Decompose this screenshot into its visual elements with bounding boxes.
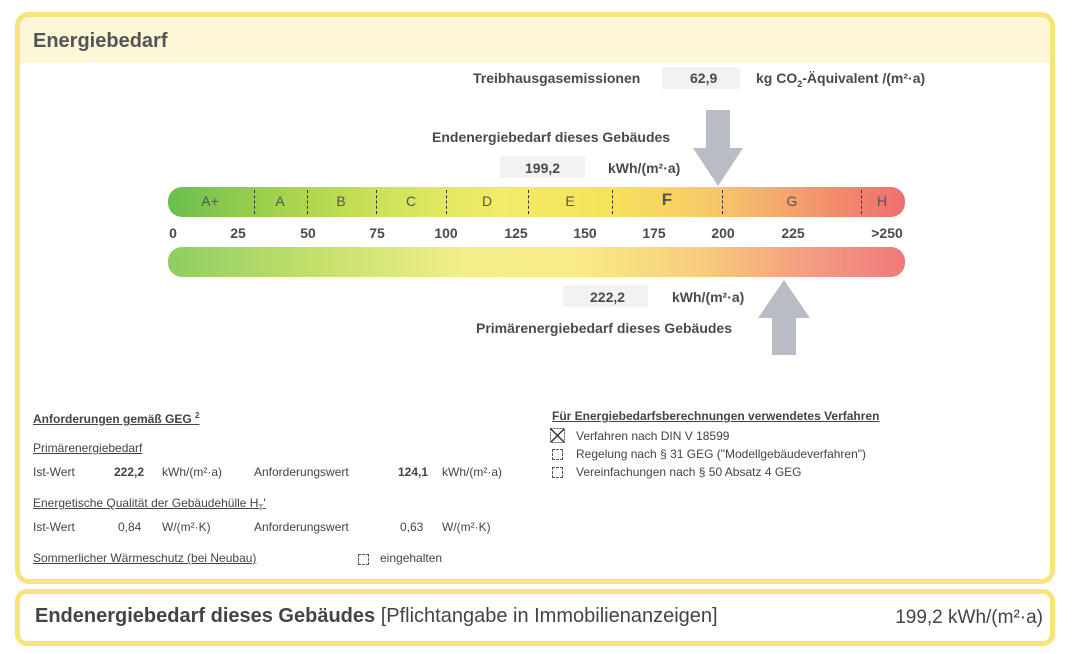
primary-energy-label: Primärenergiebedarf dieses Gebäudes [476, 320, 732, 336]
envelope-ist-label: Ist-Wert [33, 520, 75, 534]
end-energy-arrow-icon [693, 110, 743, 186]
method-checkbox[interactable] [552, 449, 563, 460]
page-title: Energiebedarf [33, 30, 168, 52]
class-label-g: G [786, 193, 798, 209]
method-option-din: Verfahren nach DIN V 18599 [576, 429, 730, 443]
method-checkbox-checked[interactable] [550, 428, 565, 443]
requirements-heading: Anforderungen gemäß GEG $^2$ [33, 411, 200, 426]
scale-number: 150 [573, 225, 597, 241]
emissions-value: 62,9 [690, 70, 718, 86]
scale-divider [528, 190, 529, 214]
header-band [20, 17, 1050, 63]
method-checkbox[interactable] [552, 467, 563, 478]
primary-req-label: Anforderungswert [254, 465, 349, 479]
class-label-f: F [661, 190, 673, 209]
primary-req-unit: kWh/(m²·a) [442, 465, 502, 479]
scale-number: 200 [711, 225, 735, 241]
class-label-a: A [275, 193, 285, 209]
end-energy-label: Endenergiebedarf dieses Gebäudes [432, 129, 671, 145]
summer-protection-heading: Sommerlicher Wärmeschutz (bei Neubau) [33, 551, 257, 565]
scale-divider [254, 190, 255, 214]
scale-divider [861, 190, 862, 214]
class-label-e: E [565, 193, 575, 209]
emissions-label: Treibhausgasemissionen [473, 70, 641, 86]
primary-req-value: 124,1 [398, 465, 429, 479]
scale-number: 0 [169, 225, 177, 241]
envelope-req-unit: W/(m²·K) [442, 520, 491, 534]
scale-divider [376, 190, 377, 214]
end-energy-unit: kWh/(m²·a) [608, 160, 681, 176]
scale-number: 25 [230, 225, 246, 241]
primary-energy-value: 222,2 [590, 289, 626, 305]
scale-number: 100 [434, 225, 458, 241]
scale-number: 75 [369, 225, 385, 241]
envelope-req-value: 0,63 [400, 520, 424, 534]
scale-divider [722, 190, 723, 214]
envelope-ist-unit: W/(m²·K) [162, 520, 211, 534]
emissions-unit: kg $CO_2$-Äquivalent /(m²·a) [756, 70, 926, 89]
envelope-requirements-heading: Energetische Qualität der Gebäudehülle $H_T'$ [33, 496, 266, 513]
envelope-req-label: Anforderungswert [254, 520, 349, 534]
summer-checkbox[interactable] [358, 554, 369, 565]
scale-number: 175 [642, 225, 666, 241]
class-label-a-plus: A+ [201, 193, 219, 209]
primary-ist-label: Ist-Wert [33, 465, 75, 479]
scale-number: 50 [300, 225, 316, 241]
class-label-d: D [481, 193, 493, 209]
scale-number: >250 [871, 225, 903, 241]
primary-energy-arrow-icon [758, 280, 810, 355]
scale-divider [307, 190, 308, 214]
footer-value: 199,2 kWh/(m²·a) [895, 607, 1043, 628]
class-label-h: H [876, 193, 888, 209]
scale-divider [612, 190, 613, 214]
method-option-geg50: Vereinfachungen nach § 50 Absatz 4 GEG [576, 465, 802, 479]
scale-number: 225 [781, 225, 805, 241]
method-option-geg31: Regelung nach § 31 GEG ("Modellgebäudeverfahren") [576, 447, 867, 461]
primary-requirements-heading: Primärenergiebedarf [33, 441, 143, 455]
class-label-b: B [336, 193, 346, 209]
footer-label: Endenergiebedarf dieses Gebäudes [Pflichtangabe in Immobilienanzeigen] [35, 605, 718, 627]
envelope-ist-value: 0,84 [118, 520, 142, 534]
primary-energy-scale [168, 247, 905, 277]
summer-option-label: eingehalten [380, 551, 443, 565]
class-label-c: C [405, 193, 417, 209]
scale-number: 125 [504, 225, 528, 241]
primary-ist-value: 222,2 [114, 465, 145, 479]
end-energy-value: 199,2 [525, 160, 561, 176]
scale-divider [446, 190, 447, 214]
primary-ist-unit: kWh/(m²·a) [162, 465, 222, 479]
primary-energy-unit: kWh/(m²·a) [672, 289, 745, 305]
method-heading: Für Energiebedarfsberechnungen verwendetes Verfahren [552, 409, 880, 423]
